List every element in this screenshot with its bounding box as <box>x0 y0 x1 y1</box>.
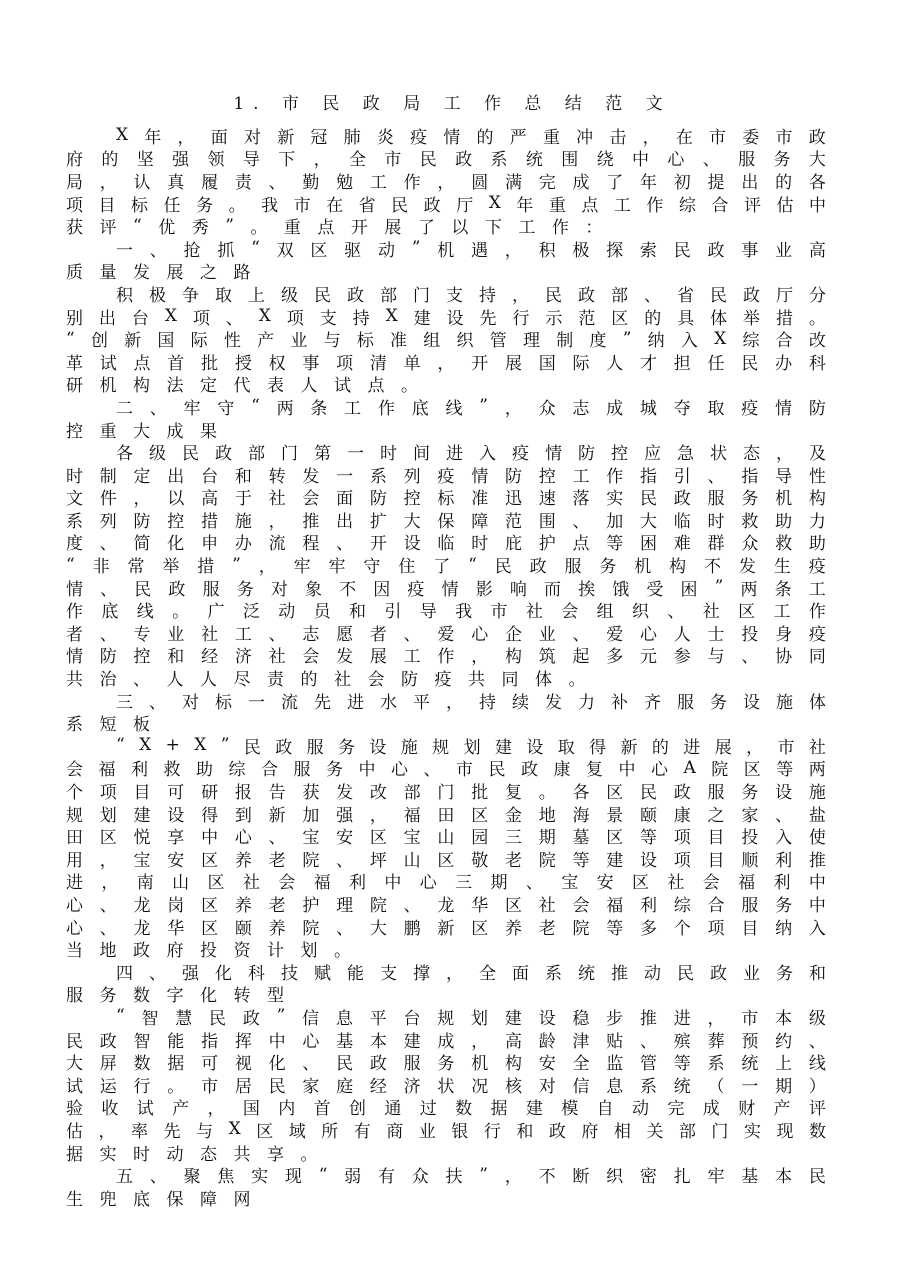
text-line: 情 、 民 政 服 务 对 象 不 因 疫 情 影 响 而 挨 饿 受 困 ” 两 条 工 <box>66 577 826 600</box>
text-line: 三 、 对 标 一 流 先 进 水 平 ， 持 续 发 力 补 齐 服 务 设 施 体 <box>116 692 826 713</box>
text-line: 心 、 龙 华 区 颐 养 院 、 大 鹏 新 区 养 老 院 等 多 个 项 目 纳 入 <box>66 918 826 939</box>
text-line: 个 项 目 可 研 报 告 获 发 改 部 门 批 复 。 各 区 民 政 服 务 设 施 <box>66 783 826 804</box>
text-line: “ 创 新 国 际 性 产 业 与 标 准 组 织 管 理 制 度 ” 纳 入 X 综 合 改 <box>66 328 826 352</box>
text-line: 文 件 ， 以 高 于 社 会 面 防 控 标 准 迅 速 落 实 民 政 服 务 机 构 <box>66 489 826 510</box>
text-line: 大 屏 数 据 可 视 化 、 民 政 服 务 机 构 安 全 监 管 等 系 统 上 线 <box>66 1054 826 1075</box>
text-line: “ X + X ” 民 政 服 务 设 施 规 划 建 设 取 得 新 的 进 展 ， 市 社 <box>116 735 826 758</box>
text-line: 进 ， 南 山 区 社 会 福 利 中 心 三 期 、 宝 安 区 社 会 福 利 中 <box>66 873 826 894</box>
text-line: 质 量 发 展 之 路 <box>66 263 251 284</box>
text-line: 度 、 简 化 申 办 流 程 、 开 设 临 时 庇 护 点 等 困 难 群 众 救 助 <box>66 534 826 555</box>
text-line: 生 兜 底 保 障 网 <box>66 1189 251 1210</box>
text-line: 各 级 民 政 部 门 第 一 时 间 进 入 疫 情 防 控 应 急 状 态 ， 及 <box>116 444 826 465</box>
text-line: 系 列 防 控 措 施 ， 推 出 扩 大 保 障 范 围 、 加 大 临 时 救 助 力 <box>66 511 826 532</box>
text-line: 局 ， 认 真 履 责 、 勤 勉 工 作 ， 圆 满 完 成 了 年 初 提 出 的 各 <box>66 172 826 193</box>
document-body <box>66 124 826 1209</box>
document-title: 1. 市 民 政 局 工 作 总 结 范 文 <box>233 94 672 114</box>
text-line: 获 评 “ 优 秀 ” 。 重 点 开 展 了 以 下 工 作 ： <box>66 215 603 239</box>
text-line: “ 智 慧 民 政 ” 信 息 平 台 规 划 建 设 稳 步 推 进 ， 市 本 级 <box>116 1006 826 1029</box>
text-line: 民 政 智 能 指 挥 中 心 基 本 建 成 ， 高 龄 津 贴 、 殡 葬 预 约 、 <box>66 1031 826 1052</box>
text-line: 心 、 龙 岗 区 养 老 护 理 院 、 龙 华 区 社 会 福 利 综 合 服 务 中 <box>66 895 826 916</box>
text-line: 别 出 台 X 项 、 X 项 支 持 X 建 设 先 行 示 范 区 的 具 体 举 措 。 <box>66 306 826 329</box>
text-line: 共 治 、 人 人 尽 责 的 社 会 防 疫 共 同 体 。 <box>66 670 586 691</box>
text-line: 验 收 试 产 ， 国 内 首 创 通 过 数 据 建 模 自 动 完 成 财 产 评 <box>66 1099 826 1120</box>
text-line: 试 运 行 。 市 居 民 家 庭 经 济 状 况 核 对 信 息 系 统 （ 一 期 ） <box>66 1076 826 1097</box>
text-line: 时 制 定 出 台 和 转 发 一 系 列 疫 情 防 控 工 作 指 引 、 指 导 性 <box>66 466 826 487</box>
text-line: 服 务 数 字 化 转 型 <box>66 986 284 1007</box>
text-line: 会 福 利 救 助 综 合 服 务 中 心 、 市 民 政 康 复 中 心 A 院 区 等 两 <box>66 757 826 781</box>
text-line: 府 的 坚 强 领 导 下 ， 全 市 民 政 系 统 围 绕 中 心 、 服 务 大 <box>66 150 826 171</box>
text-line: 革 试 点 首 批 授 权 事 项 清 单 ， 开 展 国 际 人 才 担 任 民 办 科 <box>66 353 826 374</box>
text-line: 规 划 建 设 得 到 新 加 强 ， 福 田 区 金 地 海 景 颐 康 之 家 、 盐 <box>66 805 826 826</box>
text-line: 者 、 专 业 社 工 、 志 愿 者 、 爱 心 企 业 、 爱 心 人 士 投 身 疫 <box>66 624 826 645</box>
text-line: 二 、 牢 守 “ 两 条 工 作 底 线 ” ， 众 志 成 城 夺 取 疫 情 防 <box>116 396 826 419</box>
text-line: 情 防 控 和 经 济 社 会 发 展 工 作 ， 构 筑 起 多 元 参 与 、 协 同 <box>66 647 826 668</box>
text-line: X 年 ， 面 对 新 冠 肺 炎 疫 情 的 严 重 冲 击 ， 在 市 委 市 政 <box>116 125 826 148</box>
text-line: 项 目 标 任 务 。 我 市 在 省 民 政 厅 X 年 重 点 工 作 综 合 评 估 中 <box>66 193 826 216</box>
text-line: 据 实 时 动 态 共 享 。 <box>66 1144 318 1165</box>
text-line: 控 重 大 成 果 <box>66 421 217 442</box>
text-line: 系 短 板 <box>66 715 150 736</box>
text-line: 四 、 强 化 科 技 赋 能 支 撑 ， 全 面 系 统 推 动 民 政 业 务 和 <box>116 963 826 984</box>
text-line: “ 非 常 举 措 ” ， 牢 牢 守 住 了 “ 民 政 服 务 机 构 不 发 生 疫 <box>66 554 826 578</box>
text-line: 当 地 政 府 投 资 计 划 。 <box>66 941 351 962</box>
text-line: 研 机 构 法 定 代 表 人 试 点 。 <box>66 376 418 397</box>
text-line: 估 ， 率 先 与 X 区 域 所 有 商 业 银 行 和 政 府 相 关 部 门 实 现 数 <box>66 1119 826 1142</box>
text-line: 作 底 线 。 广 泛 动 员 和 引 导 我 市 社 会 组 织 、 社 区 工 作 <box>66 602 826 623</box>
text-line: 田 区 悦 享 中 心 、 宝 安 区 宝 山 园 三 期 墓 区 等 项 目 投 入 使 <box>66 828 826 849</box>
text-line: 五 、 聚 焦 实 现 “ 弱 有 众 扶 ” ， 不 断 织 密 扎 牢 基 本 民 <box>116 1164 826 1188</box>
text-line: 用 ， 宝 安 区 养 老 院 、 坪 山 区 敬 老 院 等 建 设 项 目 顺 利 推 <box>66 850 826 871</box>
text-line: 积 极 争 取 上 级 民 政 部 门 支 持 ， 民 政 部 、 省 民 政 厅 分 <box>116 285 826 306</box>
text-line: 一 、 抢 抓 “ 双 区 驱 动 ” 机 遇 ， 积 极 探 索 民 政 事 业 高 <box>116 238 826 261</box>
